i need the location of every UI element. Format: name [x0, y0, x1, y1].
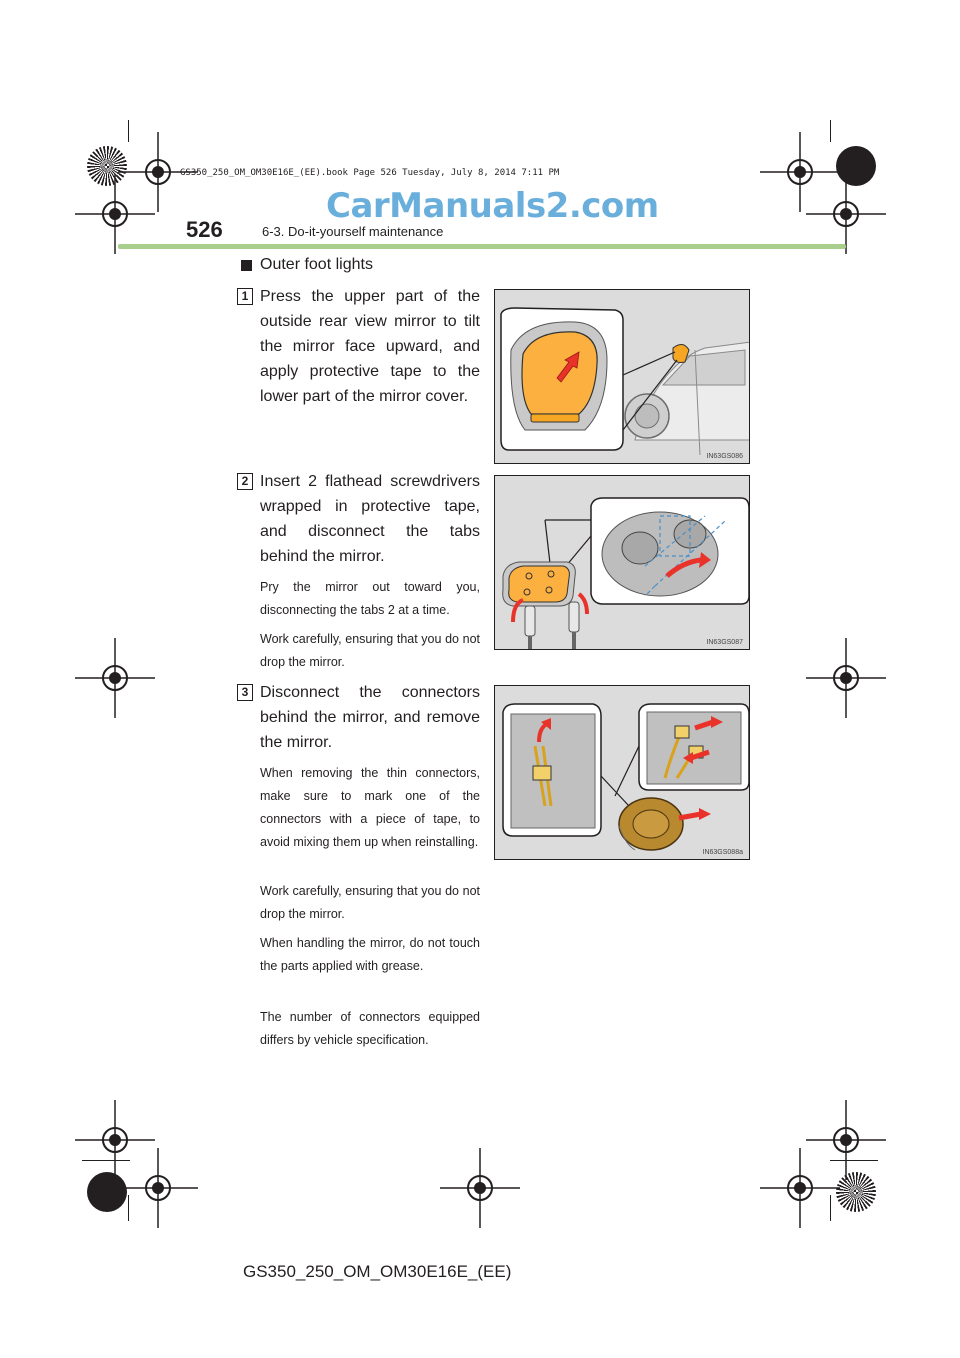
step-number: 1 [237, 288, 253, 305]
registration-crosshair-icon [75, 638, 155, 718]
watermark: CarManuals2.com [326, 186, 659, 226]
figure-step-2 [494, 475, 750, 650]
footer-document-code: GS350_250_OM_OM30E16E_(EE) [243, 1262, 512, 1281]
crop-line [82, 1160, 130, 1161]
step-note: Work carefully, ensuring that you do not drop the mirror. [260, 884, 480, 921]
section-title: 6-3. Do-it-yourself maintenance [262, 224, 444, 239]
registration-crosshair-icon [118, 1148, 198, 1228]
step-note: The number of connectors equipped differs by vehicle specification. [260, 1010, 480, 1047]
figure-label: IN63GS086 [706, 453, 743, 460]
registration-crosshair-icon [440, 1148, 520, 1228]
figure-label: IN63GS088a [702, 849, 743, 856]
registration-crosshair-icon [806, 174, 886, 254]
section-heading [241, 256, 373, 274]
crop-line [830, 1195, 831, 1221]
crop-line [830, 120, 831, 142]
step-text: Press the upper part of the outside rear view mirror to tilt the mirror face upward, and apply protective tape to the lower part of the mirror cover. [260, 288, 480, 405]
figure-step-3 [494, 685, 750, 860]
registration-crosshair-icon [760, 1148, 840, 1228]
step-number: 2 [237, 473, 253, 490]
step-note: When handling the mirror, do not touch the parts applied with grease. [260, 936, 480, 973]
step-note: When removing the thin connectors, make sure to mark one of the connectors with a piece of tape, to avoid mixing them up when reinstalling. [260, 766, 480, 849]
crop-line [128, 1195, 129, 1221]
figure-step-1 [494, 289, 750, 464]
step-number: 3 [237, 684, 253, 701]
step-text: Insert 2 flathead screwdrivers wrapped in protective tape, and disconnect the tabs behind the mirror. [260, 473, 480, 565]
registration-crosshair-icon [806, 638, 886, 718]
step-note: Pry the mirror out toward you, disconnecting the tabs 2 at a time. [260, 580, 480, 617]
print-header: GS350_250_OM_OM30E16E_(EE).book Page 526 Tuesday, July 8, 2014 7:11 PM [180, 168, 560, 178]
step-text: Disconnect the connectors behind the mirror, and remove the mirror. [260, 684, 480, 751]
section-heading-text: Outer foot lights [260, 256, 373, 273]
header-rule [118, 244, 846, 249]
step-note: Work carefully, ensuring that you do not drop the mirror. [260, 632, 480, 669]
registration-crosshair-icon [75, 174, 155, 254]
page-number: 526 [186, 217, 223, 242]
crop-line [128, 120, 129, 142]
square-bullet-icon [241, 260, 252, 271]
crop-line [830, 1160, 878, 1161]
figure-label: IN63GS087 [706, 639, 743, 646]
